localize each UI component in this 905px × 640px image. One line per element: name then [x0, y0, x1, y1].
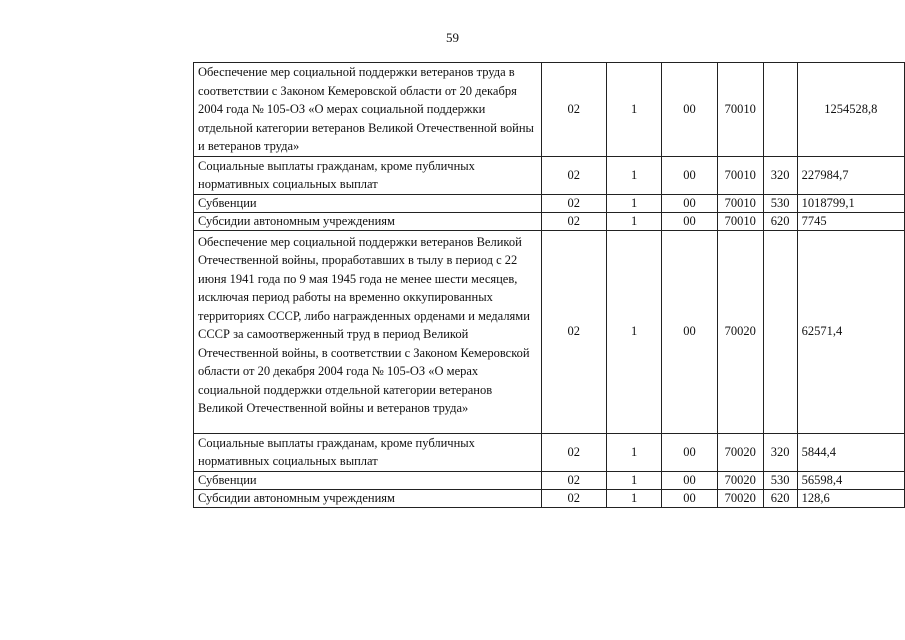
table-row	[194, 212, 905, 230]
section-code: 02	[541, 471, 606, 489]
program-code: 00	[662, 212, 718, 230]
row-description: Субвенции	[194, 194, 542, 212]
table-row	[194, 63, 905, 157]
table-row	[194, 194, 905, 212]
row-description: Субсидии автономным учреждениям	[194, 212, 542, 230]
page-number: 59	[446, 30, 459, 45]
subsection-code: 1	[606, 212, 661, 230]
row-description: Субвенции	[194, 471, 542, 489]
row-description: Социальные выплаты гражданам, кроме публичных нормативных социальных выплат	[194, 433, 542, 471]
program-code: 00	[662, 489, 718, 507]
target-code: 70020	[717, 433, 763, 471]
row-description: Субсидии автономным учреждениям	[194, 489, 542, 507]
subsection-code: 1	[606, 230, 661, 433]
program-code: 00	[662, 63, 718, 157]
target-code: 70020	[717, 230, 763, 433]
target-code: 70010	[717, 212, 763, 230]
subsection-code: 1	[606, 63, 661, 157]
target-code: 70010	[717, 194, 763, 212]
amount: 1018799,1	[797, 194, 904, 212]
table-row	[194, 489, 905, 507]
expense-type-code: 320	[763, 156, 797, 194]
table-row	[194, 471, 905, 489]
section-code: 02	[541, 194, 606, 212]
amount: 5844,4	[797, 433, 904, 471]
section-code: 02	[541, 230, 606, 433]
amount: 1254528,8	[797, 63, 904, 157]
target-code: 70020	[717, 471, 763, 489]
expense-type-code: 620	[763, 212, 797, 230]
expense-type-code: 530	[763, 471, 797, 489]
expense-type-code: 620	[763, 489, 797, 507]
expense-type-code	[763, 63, 797, 157]
amount: 227984,7	[797, 156, 904, 194]
subsection-code: 1	[606, 471, 661, 489]
subsection-code: 1	[606, 433, 661, 471]
subsection-code: 1	[606, 194, 661, 212]
expense-type-code: 530	[763, 194, 797, 212]
section-code: 02	[541, 63, 606, 157]
section-code: 02	[541, 433, 606, 471]
program-code: 00	[662, 230, 718, 433]
target-code: 70020	[717, 489, 763, 507]
budget-table	[193, 62, 905, 508]
program-code: 00	[662, 471, 718, 489]
program-code: 00	[662, 156, 718, 194]
program-code: 00	[662, 433, 718, 471]
target-code: 70010	[717, 63, 763, 157]
section-code: 02	[541, 489, 606, 507]
amount: 56598,4	[797, 471, 904, 489]
amount: 128,6	[797, 489, 904, 507]
amount: 7745	[797, 212, 904, 230]
row-description: Обеспечение мер социальной поддержки ветеранов Великой Отечественной войны, проработавших в тылу в период с 22 июня 1941 года по 9 мая 1945 года не менее шести месяцев, исключая период работы на временно оккупированных территориях СССР, либо награжденных орденами и медалями СССР за самоотверженный труд в период Великой Отечественной войны, в соответствии с Законом Кемеровской области от 20 декабря 2004 года № 105-ОЗ «О мерах социальной поддержки отдельной категории ветеранов Великой Отечественной войны и ветеранов труда»	[194, 230, 542, 433]
subsection-code: 1	[606, 156, 661, 194]
row-description: Социальные выплаты гражданам, кроме публичных нормативных социальных выплат	[194, 156, 542, 194]
table-row	[194, 433, 905, 471]
row-description: Обеспечение мер социальной поддержки ветеранов труда в соответствии с Законом Кемеровской области от 20 декабря 2004 года № 105-ОЗ «О мерах социальной поддержки отдельной категории ветеранов Великой Отечественной войны и ветеранов труда»	[194, 63, 542, 157]
section-code: 02	[541, 156, 606, 194]
amount: 62571,4	[797, 230, 904, 433]
table-row	[194, 230, 905, 433]
target-code: 70010	[717, 156, 763, 194]
table-row	[194, 156, 905, 194]
program-code: 00	[662, 194, 718, 212]
subsection-code: 1	[606, 489, 661, 507]
expense-type-code: 320	[763, 433, 797, 471]
section-code: 02	[541, 212, 606, 230]
expense-type-code	[763, 230, 797, 433]
